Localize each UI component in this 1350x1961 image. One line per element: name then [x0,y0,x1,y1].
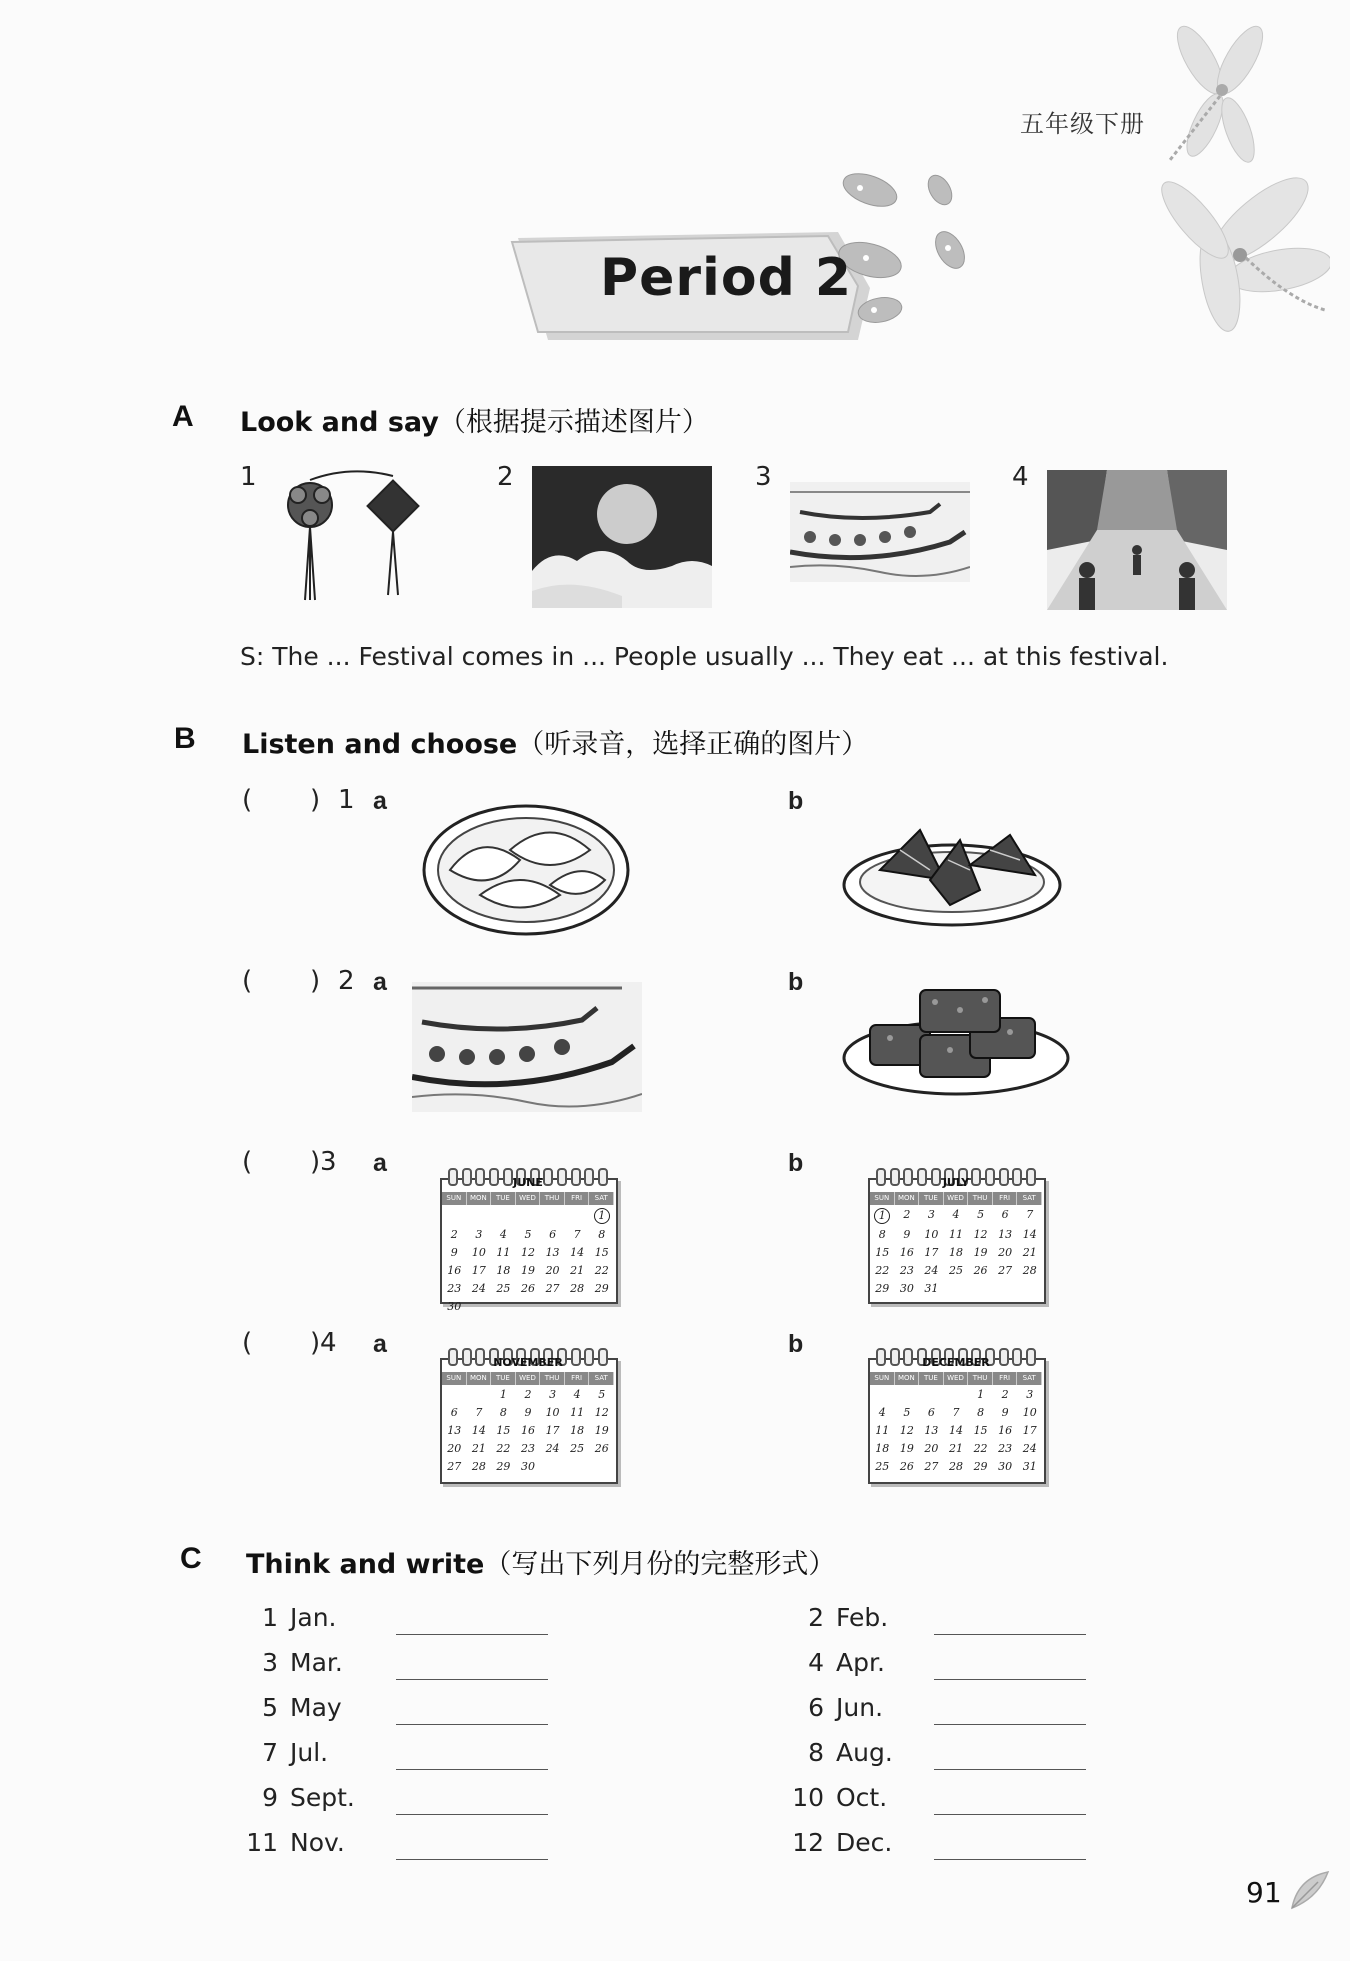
calendar-day: 10 [471,1246,486,1259]
calendar-empty-cell [491,1208,516,1222]
section-c-title-zh: （写出下列月份的完整形式） [484,1549,836,1580]
month-abbreviation: Nov. [290,1828,345,1857]
calendar-empty-cell [895,1388,920,1402]
answer-blank[interactable] [934,1633,1086,1635]
calendar-day: 23 [447,1282,462,1295]
month-item-number: 8 [808,1738,824,1767]
calendar-month-name: JULY [942,1176,970,1189]
calendar-day: 29 [594,1282,609,1295]
calendar-day: 13 [924,1424,939,1437]
calendar-day: 11 [875,1424,890,1437]
calendar-month-name: JUNE [513,1176,543,1189]
month-abbreviation: Aug. [836,1738,893,1767]
month-item-number: 7 [262,1738,278,1767]
calendar-day: 3 [475,1228,483,1241]
calendar-day: 28 [471,1460,486,1473]
dragon-boat-icon [412,982,642,1112]
calendar-day: 9 [524,1406,532,1419]
calendar-weekday-row [442,1372,614,1385]
calendar-empty-cell [467,1388,492,1402]
calendar-day: 8 [878,1228,886,1241]
calendar-day: 9 [450,1246,458,1259]
calendar-day: 16 [447,1264,462,1277]
dragon-boat-icon [790,482,970,582]
calendar-weekday: THU [968,1192,993,1205]
calendar-day: 7 [952,1406,960,1419]
calendar-day: 16 [998,1424,1013,1437]
calendar-day: 1 [594,1208,610,1224]
calendar-day: 25 [875,1460,890,1473]
calendar-day: 17 [471,1264,486,1277]
calendar-day: 4 [878,1406,886,1419]
calendar-weekday: TUE [491,1372,516,1385]
option-b-label: b [788,1330,804,1358]
answer-blank[interactable] [396,1768,548,1770]
calendar-day: 2 [524,1388,532,1401]
mountain-climbing-icon [1047,470,1227,610]
calendar-day: 7 [573,1228,581,1241]
calendar-day: 15 [594,1246,609,1259]
answer-blank[interactable] [396,1633,548,1635]
calendar-day: 26 [520,1282,535,1295]
calendar-day: 31 [924,1282,939,1295]
calendar-empty-cell [565,1208,590,1222]
calendar-weekday: SAT [1017,1372,1042,1385]
calendar-empty-cell [442,1208,467,1222]
chinese-knot-icon [270,470,455,605]
leaf-icon [1288,1868,1332,1912]
calendar-weekday: FRI [993,1192,1018,1205]
calendar-weekday: MON [895,1192,920,1205]
month-abbreviation: Jan. [290,1603,337,1632]
calendar-weekday: WED [944,1192,969,1205]
month-abbreviation: Dec. [836,1828,893,1857]
calendar-weekday-row [870,1372,1042,1385]
section-c-title-en: Think and write [246,1549,485,1580]
month-abbreviation: Oct. [836,1783,888,1812]
calendar-day: 25 [948,1264,963,1277]
calendar-days [870,1388,1042,1474]
section-a-item-number: 4 [1012,462,1029,492]
calendar-day: 1 [499,1388,507,1401]
calendar-day: 18 [570,1424,585,1437]
calendar-day: 22 [496,1442,511,1455]
calendar-day: 27 [447,1460,462,1473]
month-abbreviation: May [290,1693,342,1722]
calendar-day: 19 [520,1264,535,1277]
calendar-day: 19 [973,1246,988,1259]
option-a-label: a [373,1149,387,1177]
calendar-day: 21 [1022,1246,1037,1259]
calendar-weekday: SAT [589,1192,614,1205]
calendar-day: 12 [899,1424,914,1437]
month-item-number: 6 [808,1693,824,1722]
calendar-day: 18 [948,1246,963,1259]
calendar-day: 23 [998,1442,1013,1455]
calendar-day: 21 [471,1442,486,1455]
calendar-day: 13 [447,1424,462,1437]
page-number: 91 [1246,1876,1282,1909]
calendar-weekday: TUE [919,1372,944,1385]
answer-blank[interactable] [934,1678,1086,1680]
section-b-letter: B [174,722,196,755]
calendar-day: 19 [899,1442,914,1455]
calendar-day: 20 [447,1442,462,1455]
month-item-number: 10 [792,1783,824,1812]
calendar-day: 8 [499,1406,507,1419]
calendar-day: 17 [545,1424,560,1437]
calendar-day: 14 [948,1424,963,1437]
calendar-day: 26 [973,1264,988,1277]
section-a-sentence: S: The ... Festival comes in ... People usually ... They eat ... at this festival. [240,642,1169,671]
calendar-empty-cell [870,1388,895,1402]
month-abbreviation: Apr. [836,1648,885,1677]
calendar-weekday: SUN [442,1192,467,1205]
calendar-day: 2 [450,1228,458,1241]
calendar-day: 13 [545,1246,560,1259]
section-a-title-zh: （根据提示描述图片） [438,407,709,438]
calendar-weekday: FRI [993,1372,1018,1385]
calendar-weekday: SUN [870,1372,895,1385]
calendar-empty-cell [919,1388,944,1402]
month-item-number: 4 [808,1648,824,1677]
question-number: 4 [320,1328,337,1358]
answer-blank[interactable] [934,1723,1086,1725]
calendar-day: 30 [899,1282,914,1295]
calendar-day: 7 [1026,1208,1034,1221]
calendar-day: 27 [998,1264,1013,1277]
calendar-day: 11 [496,1246,511,1259]
option-b-label: b [788,787,804,815]
zongzi-icon [840,810,1065,930]
month-item-number: 12 [792,1828,824,1857]
calendar-day: 5 [903,1406,911,1419]
calendar-december [868,1348,1044,1482]
calendar-month-name: DECEMBER [922,1356,990,1369]
answer-blank[interactable] [396,1813,548,1815]
calendar-weekday: TUE [919,1192,944,1205]
calendar-day: 15 [496,1424,511,1437]
question-number: 3 [320,1147,337,1177]
calendar-day: 5 [598,1388,606,1401]
answer-blank[interactable] [396,1723,548,1725]
calendar-day: 27 [545,1282,560,1295]
calendar-day: 6 [1001,1208,1009,1221]
calendar-day: 3 [927,1208,935,1221]
calendar-day: 2 [903,1208,911,1221]
calendar-day: 26 [594,1442,609,1455]
answer-blank[interactable] [396,1678,548,1680]
calendar-days [870,1208,1042,1296]
calendar-days [442,1388,614,1474]
calendar-day: 19 [594,1424,609,1437]
calendar-day: 24 [1022,1442,1037,1455]
month-item-number: 2 [808,1603,824,1632]
calendar-day: 20 [998,1246,1013,1259]
calendar-day: 1 [874,1208,890,1224]
calendar-day: 18 [875,1442,890,1455]
section-a-item-number: 2 [497,462,514,492]
calendar-day: 10 [924,1228,939,1241]
section-a-title-en: Look and say [240,407,439,438]
calendar-day: 9 [903,1228,911,1241]
calendar-day: 24 [471,1282,486,1295]
calendar-day: 14 [1022,1228,1037,1241]
calendar-day: 28 [1022,1264,1037,1277]
fish-decoration-icon [830,160,1010,340]
calendar-day: 12 [520,1246,535,1259]
calendar-day: 24 [545,1442,560,1455]
calendar-day: 26 [899,1460,914,1473]
calendar-day: 18 [496,1264,511,1277]
calendar-day: 23 [899,1264,914,1277]
calendar-days [442,1208,614,1314]
calendar-weekday: SUN [870,1192,895,1205]
calendar-november [440,1348,616,1482]
calendar-day: 27 [924,1460,939,1473]
month-item-number: 9 [262,1783,278,1812]
calendar-day: 25 [570,1442,585,1455]
calendar-day: 3 [1026,1388,1034,1401]
double-ninth-cake-icon [840,980,1072,1100]
month-item-number: 11 [246,1828,278,1857]
calendar-day: 15 [973,1424,988,1437]
calendar-weekday: SUN [442,1372,467,1385]
calendar-day: 4 [573,1388,581,1401]
calendar-weekday: WED [516,1372,541,1385]
section-b-title-en: Listen and choose [242,729,518,760]
option-a-label: a [373,787,387,815]
month-abbreviation: Jul. [290,1738,329,1767]
calendar-empty-cell [516,1208,541,1222]
calendar-day: 28 [570,1282,585,1295]
option-a-label: a [373,968,387,996]
calendar-day: 8 [598,1228,606,1241]
calendar-day: 9 [1001,1406,1009,1419]
answer-blank[interactable] [934,1768,1086,1770]
calendar-day: 2 [1001,1388,1009,1401]
calendar-day: 30 [520,1460,535,1473]
calendar-day: 5 [524,1228,532,1241]
option-a-label: a [373,1330,387,1358]
calendar-empty-cell [944,1388,969,1402]
calendar-empty-cell [442,1388,467,1402]
calendar-weekday: SAT [589,1372,614,1385]
option-b-label: b [788,1149,804,1177]
month-abbreviation: Sept. [290,1783,355,1812]
calendar-day: 22 [875,1264,890,1277]
calendar-weekday: THU [968,1372,993,1385]
calendar-day: 29 [973,1460,988,1473]
answer-parentheses[interactable]: ( ) [242,785,321,815]
calendar-day: 31 [1022,1460,1037,1473]
calendar-day: 30 [447,1300,462,1313]
calendar-day: 21 [948,1442,963,1455]
calendar-day: 30 [998,1460,1013,1473]
calendar-weekday: TUE [491,1192,516,1205]
calendar-day: 10 [545,1406,560,1419]
calendar-day: 22 [594,1264,609,1277]
month-item-number: 1 [262,1603,278,1632]
answer-blank[interactable] [396,1858,548,1860]
calendar-day: 13 [998,1228,1013,1241]
answer-parentheses[interactable]: ( ) [242,966,321,996]
calendar-day: 17 [1022,1424,1037,1437]
calendar-day: 10 [1022,1406,1037,1419]
calendar-day: 17 [924,1246,939,1259]
calendar-empty-cell [540,1208,565,1222]
calendar-day: 21 [570,1264,585,1277]
calendar-day: 8 [977,1406,985,1419]
section-c-title [246,1542,835,1581]
dragonfly-icon [1160,160,1330,370]
calendar-day: 23 [520,1442,535,1455]
calendar-day: 12 [973,1228,988,1241]
month-abbreviation: Jun. [836,1693,884,1722]
calendar-day: 6 [549,1228,557,1241]
answer-blank[interactable] [934,1813,1086,1815]
calendar-weekday-row [442,1192,614,1205]
calendar-day: 4 [499,1228,507,1241]
calendar-day: 4 [952,1208,960,1221]
calendar-day: 16 [520,1424,535,1437]
dumplings-icon [420,800,632,940]
section-a-letter: A [172,400,194,433]
calendar-day: 14 [471,1424,486,1437]
section-c-letter: C [180,1542,202,1575]
month-item-number: 3 [262,1648,278,1677]
dragonfly-icon [1160,20,1270,170]
calendar-empty-cell [467,1208,492,1222]
answer-parentheses[interactable]: ( ) [242,1147,321,1177]
calendar-day: 6 [450,1406,458,1419]
answer-blank[interactable] [934,1858,1086,1860]
calendar-day: 7 [475,1406,483,1419]
calendar-day: 1 [977,1388,985,1401]
calendar-month-name: NOVEMBER [493,1356,563,1369]
calendar-june [440,1168,616,1313]
calendar-day: 22 [973,1442,988,1455]
calendar-weekday: MON [467,1372,492,1385]
calendar-day: 16 [899,1246,914,1259]
calendar-day: 11 [570,1406,585,1419]
calendar-day: 29 [496,1460,511,1473]
month-abbreviation: Feb. [836,1603,889,1632]
answer-parentheses[interactable]: ( ) [242,1328,321,1358]
calendar-weekday: FRI [565,1372,590,1385]
calendar-day: 20 [924,1442,939,1455]
calendar-july [868,1168,1044,1302]
calendar-weekday: THU [540,1192,565,1205]
calendar-day: 29 [875,1282,890,1295]
calendar-day: 25 [496,1282,511,1295]
month-item-number: 5 [262,1693,278,1722]
calendar-weekday: FRI [565,1192,590,1205]
section-a-item-number: 3 [755,462,772,492]
section-b-title [242,722,868,761]
option-b-label: b [788,968,804,996]
calendar-day: 12 [594,1406,609,1419]
calendar-day: 24 [924,1264,939,1277]
question-number: 1 [338,785,355,815]
calendar-weekday: WED [516,1192,541,1205]
month-abbreviation: Mar. [290,1648,343,1677]
calendar-weekday: WED [944,1372,969,1385]
section-b-title-zh: （听录音，选择正确的图片） [517,729,869,760]
calendar-day: 20 [545,1264,560,1277]
calendar-day: 6 [927,1406,935,1419]
calendar-day: 28 [948,1460,963,1473]
calendar-day: 11 [948,1228,963,1241]
calendar-day: 5 [977,1208,985,1221]
calendar-day: 3 [549,1388,557,1401]
calendar-weekday: THU [540,1372,565,1385]
question-number: 2 [338,966,355,996]
grade-label: 五年级下册 [1020,110,1145,138]
calendar-day: 15 [875,1246,890,1259]
section-a-item-number: 1 [240,462,257,492]
calendar-weekday-row [870,1192,1042,1205]
calendar-weekday: MON [467,1192,492,1205]
page-title: Period 2 [600,248,853,308]
calendar-weekday: SAT [1017,1192,1042,1205]
full-moon-icon [532,466,712,608]
calendar-day: 14 [570,1246,585,1259]
section-a-title [240,400,709,439]
calendar-weekday: MON [895,1372,920,1385]
